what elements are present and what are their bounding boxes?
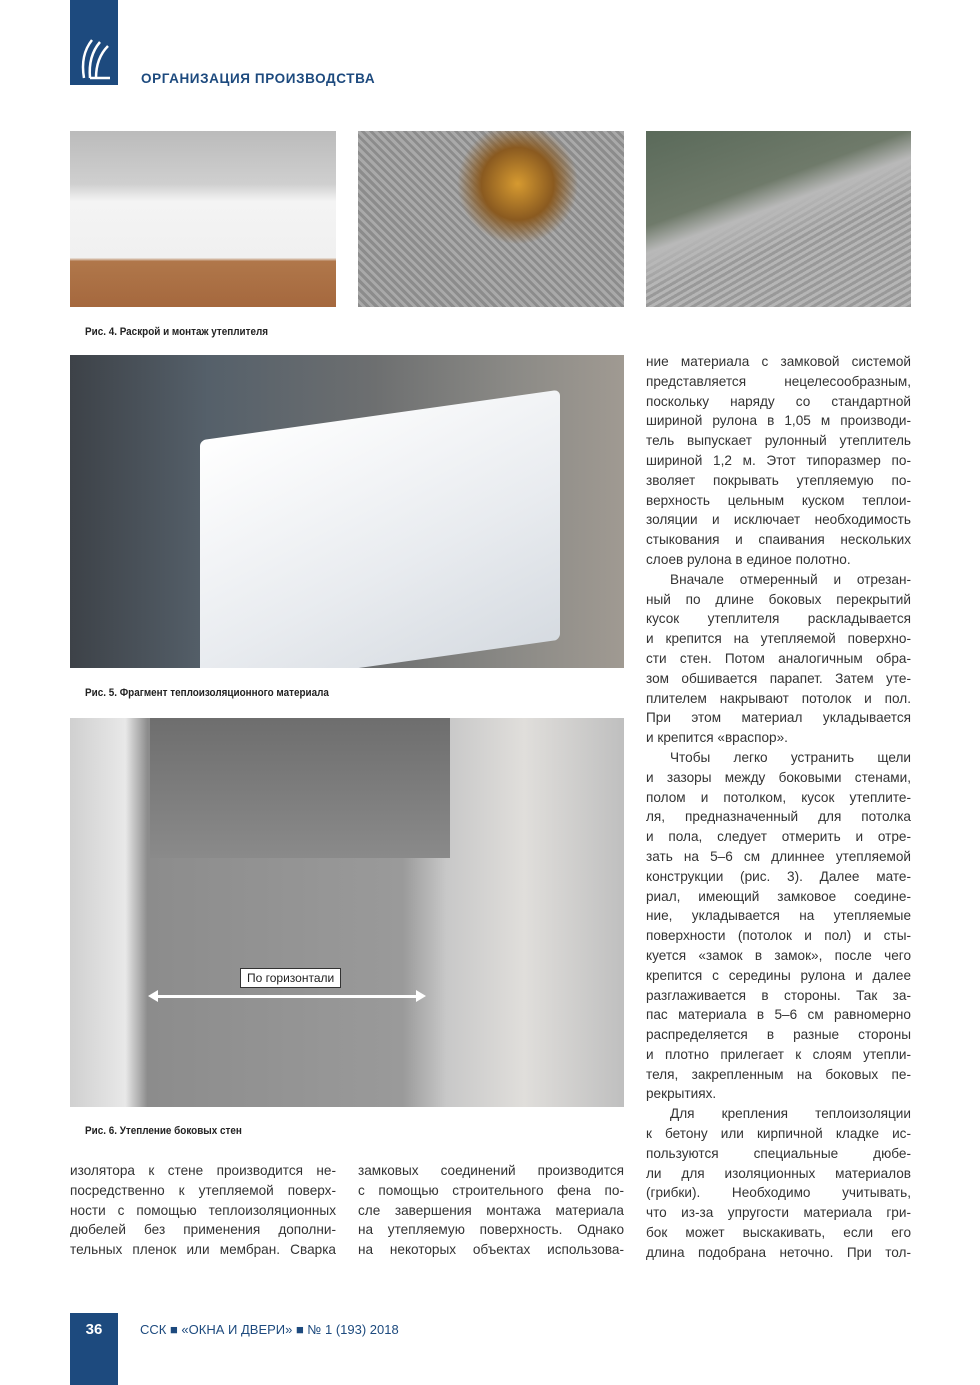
fig6-label: По горизонтали [240,968,341,988]
text-line: Вначале отмеренный и отрезан- [670,571,911,587]
text-line: Чтобы легко устранить щели [670,749,911,765]
text-line: плителем накрывают потолок и пол. [646,690,911,706]
text-line: распределяется в разные стороны [646,1027,911,1043]
text-line: ние, укладывается на утепляемые [646,908,911,924]
text-line: поверхности (потолок и пол) и сты- [646,928,911,944]
text-line: на некоторых объектах использова- [358,1242,624,1258]
text-line: к бетону или кирпичной кладке ис- [646,1126,911,1142]
left-bottom-text-column [70,1161,336,1260]
text-line: замковых соединений производится [358,1163,624,1178]
text-line: конструкции (рис. 3). Далее мате- [646,868,911,884]
text-line: и зазоры между боковыми стенами, [646,769,911,785]
text-line: поскольку наряду со стандартной [646,393,911,409]
text-line: полом и потолком, кусок утеплите- [646,789,911,805]
text-line: (грибки). Необходимо учитывать, [646,1185,911,1201]
insulation-slab [200,390,560,668]
text-line: дюбелей без применения дополни- [70,1222,336,1238]
fig5-caption: Рис. 5. Фрагмент теплоизоляционного материала [85,687,329,699]
header-brand-bar [70,0,118,85]
fig4-photo-cutting [70,131,336,307]
text-line: посредственно к утепляемой поверх- [70,1182,336,1198]
text-line: на утепляемую поверхность. Однако [358,1222,624,1238]
section-title: ОРГАНИЗАЦИЯ ПРОИЗВОДСТВА [141,71,376,86]
middle-bottom-text-column [358,1161,624,1260]
magazine-logo-icon [70,0,118,85]
text-line: зволяет покрывать утепляемую по- [646,472,911,488]
text-line: сти стен. Потом аналогичным обра- [646,650,911,666]
text-line: представляется нецелесообразным, [646,373,911,389]
text-line: крепится с середины рулона и далее [646,967,911,983]
text-line: риал, имеющий замковое соедине- [646,888,911,904]
ceiling-area [150,718,450,858]
text-line: что из-за упругости материала гри- [646,1205,911,1221]
text-line: шириной рулона в 1,05 м производи- [646,413,911,429]
text-line: пользуются специальные дюбе- [646,1145,911,1161]
text-line: тель выпускает рулонный утеплитель [646,433,911,449]
horizontal-arrow [152,995,422,998]
text-line: и крепится на утепляемой поверхно- [646,631,911,647]
right-text-column [646,352,911,1263]
text-line: кусок утеплителя раскладывается [646,611,911,627]
text-line: шириной 1,2 м. Этот типоразмер по- [646,452,911,468]
text-line: куется «замок в замок», после чего [646,947,911,963]
text-line: и крепится «враспор». [646,730,788,746]
fig6-caption: Рис. 6. Утепление боковых стен [85,1125,242,1137]
text-line: сле завершения монтажа материала [358,1202,624,1218]
text-line: длина подобрана неточно. При тол- [646,1244,911,1260]
text-line: верхность цельным куском теплои- [646,492,911,508]
fig4-caption: Рис. 4. Раскрой и монтаж утеплителя [85,326,269,338]
text-line: ние материала с замковой системой [646,354,911,369]
text-line: рекрытиях. [646,1086,717,1102]
fig5-photo [70,355,624,668]
text-line: теля, закрепленным на боковых пе- [646,1066,911,1082]
text-line: изолятора к стене производится не- [70,1163,336,1178]
text-line: ный по длине боковых перекрытий [646,591,911,607]
text-line: слоев рулона в единое полотно. [646,551,851,567]
text-line: ли для изоляционных материалов [646,1165,911,1181]
fig6-photo [70,718,624,1107]
publication-info: ССК ■ «ОКНА И ДВЕРИ» ■ № 1 (193) 2018 [140,1322,399,1337]
text-line: золяции и исключает необходимость [646,512,911,528]
page-number: 36 [70,1313,118,1385]
text-line: Для крепления теплоизоляции [670,1106,911,1122]
fig4-photo-foil [646,131,911,307]
text-line: тельных пленок или мембран. Сварка [70,1242,336,1258]
text-line: пас материала в 5–6 см равномерно [646,1007,911,1023]
text-line: зать на 5–6 см длиннее утепляемой [646,848,911,864]
fig4-photo-drill [358,131,624,307]
text-line: и плотно прилегает к слоям утепли- [646,1046,911,1062]
text-line: стыкования и спаивания нескольких [646,532,911,548]
text-line: зом обшивается парапет. Затем уте- [646,670,911,686]
text-line: бок может выскакивать, если его [646,1225,911,1241]
text-line: и пола, следует отмерить и отре- [646,829,911,845]
text-line: ля, предназначенный для потолка [646,809,911,825]
text-line: ности с помощью теплоизоляционных [70,1202,336,1218]
text-line: При этом материал укладывается [646,710,911,726]
text-line: разглаживается в стороны. Так за- [646,987,911,1003]
text-line: с помощью строительного фена по- [358,1182,624,1198]
